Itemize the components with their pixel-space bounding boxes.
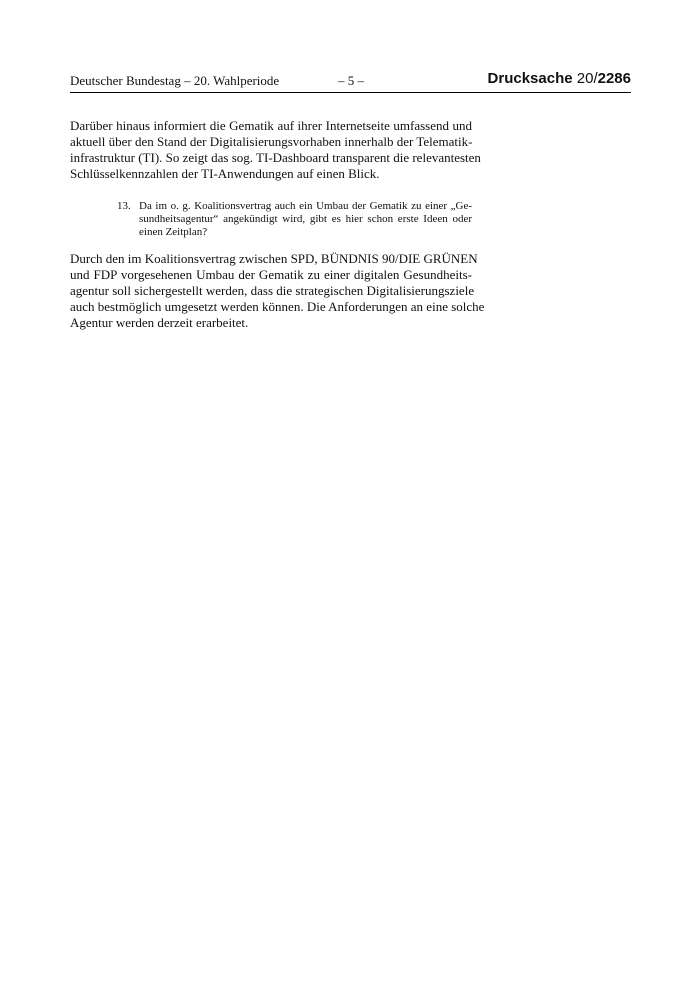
text-line: Darüber hinaus informiert die Gematik auf ihrer Internetseite umfassend und bbox=[70, 118, 472, 133]
text-line: sundheitsagentur“ angekündigt wird, gibt es hier schon erste Ideen oder bbox=[139, 213, 472, 225]
document-number bbox=[488, 70, 631, 87]
text-line: Agentur werden derzeit erarbeitet. bbox=[70, 315, 249, 330]
question-text bbox=[139, 200, 472, 239]
page-header bbox=[70, 70, 631, 93]
header-parliament-period: Deutscher Bundestag – 20. Wahlperiode bbox=[70, 73, 280, 88]
text-line: Durch den im Koalitionsvertrag zwischen SPD, BÜNDNIS 90/DIE GRÜNEN bbox=[70, 251, 478, 266]
answer-paragraph-1 bbox=[70, 118, 481, 182]
question-number: 13. bbox=[117, 200, 131, 212]
text-line: aktuell über den Stand der Digitalisierungsvorhaben innerhalb der Telematik- bbox=[70, 134, 473, 149]
text-line: Da im o. g. Koalitionsvertrag auch ein Umbau der Gematik zu einer „Ge- bbox=[139, 200, 472, 212]
text-line: Schlüsselkennzahlen der TI-Anwendungen auf einen Blick. bbox=[70, 166, 380, 181]
document-number-bold: 2286 bbox=[597, 70, 631, 87]
document-label: Drucksache bbox=[487, 70, 573, 87]
text-line: agentur soll sichergestellt werden, dass die strategischen Digitalisierungsziele bbox=[70, 283, 475, 298]
text-line: einen Zeitplan? bbox=[139, 226, 208, 238]
page-number: – 5 – bbox=[338, 73, 364, 88]
text-line: und FDP vorgesehenen Umbau der Gematik zu einer digitalen Gesundheits- bbox=[70, 267, 472, 282]
document-number-prefix: 20/ bbox=[576, 70, 598, 87]
text-line: auch bestmöglich umgesetzt werden können. Die Anforderungen an eine solche bbox=[70, 299, 485, 314]
answer-paragraph-2 bbox=[70, 251, 485, 331]
text-line: infrastruktur (TI). So zeigt das sog. TI-Dashboard transparent die relevantesten bbox=[70, 150, 481, 165]
